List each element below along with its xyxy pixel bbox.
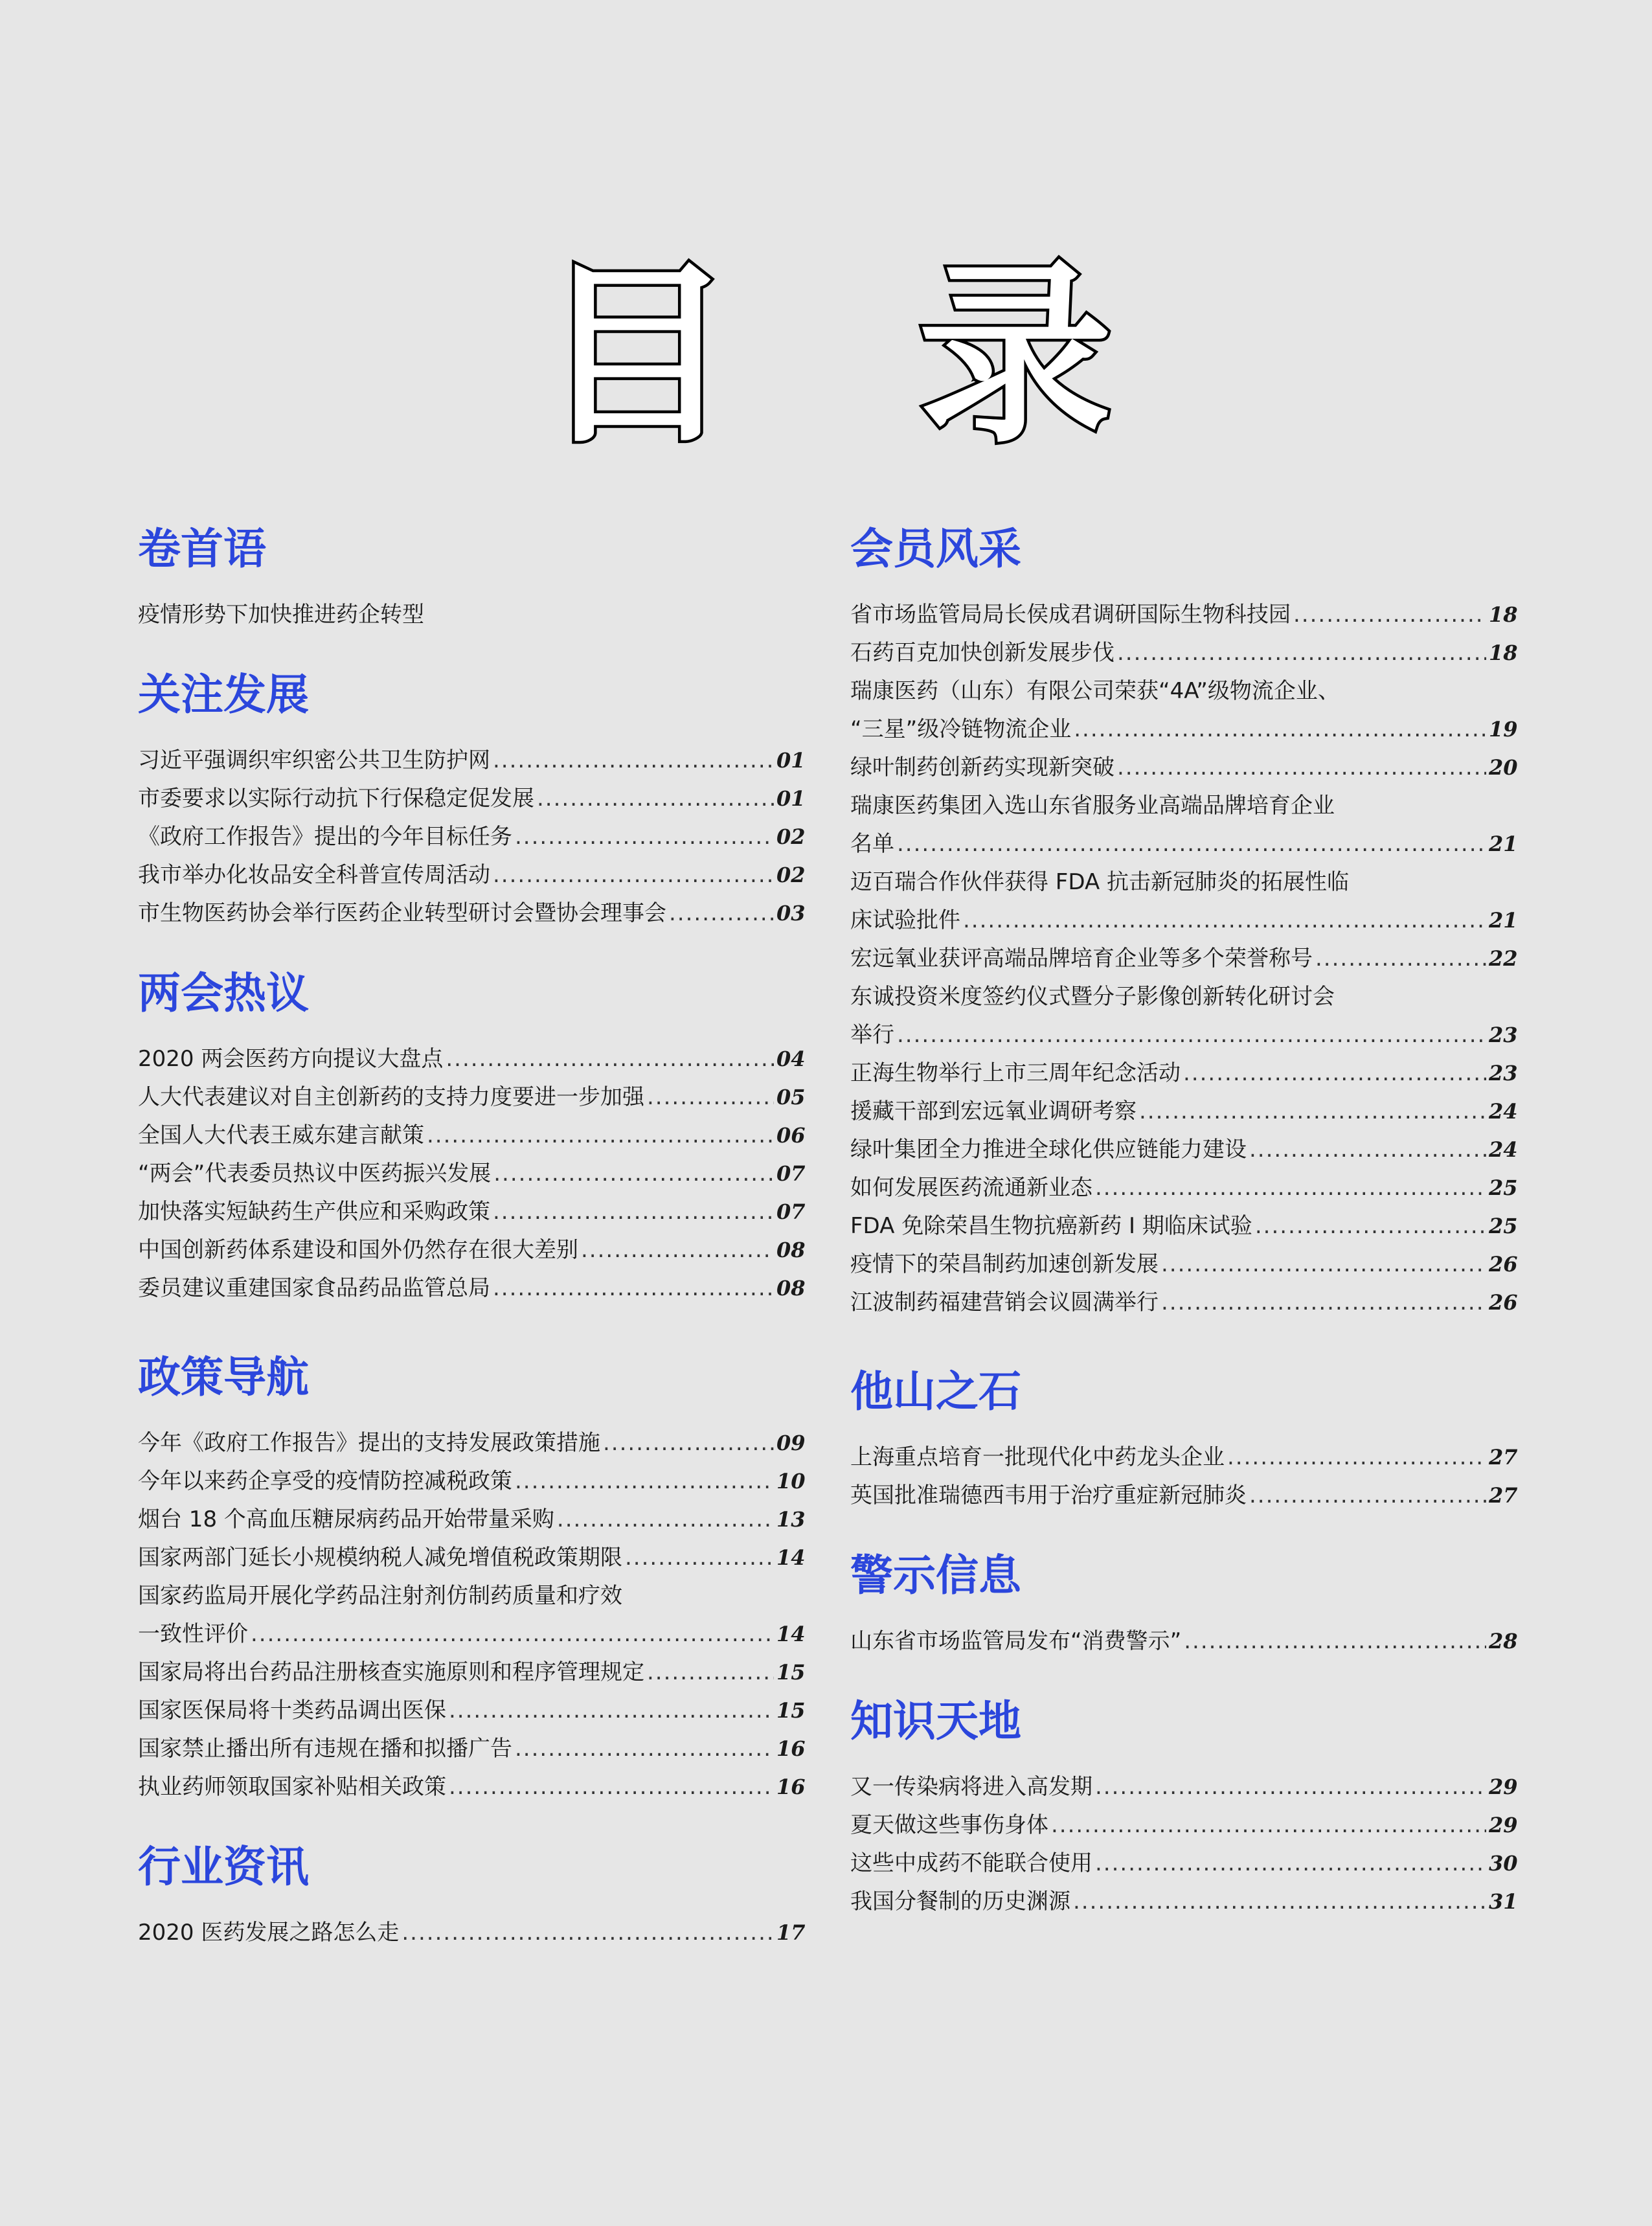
toc-entry[interactable] [138,596,805,634]
entry-title: 国家医保局将十类药品调出医保 [138,1698,446,1723]
page-number: 29 [1489,1775,1518,1799]
section-heading: 两会热议 [138,968,309,1018]
toc-entry[interactable] [850,749,1517,787]
toc-entry[interactable] [850,1093,1517,1131]
dot-leader [1249,1131,1486,1169]
toc-section [850,525,1517,1322]
dot-leader [1255,1207,1486,1245]
dot-leader [493,856,774,894]
dot-leader [515,1730,774,1768]
toc-entry[interactable] [850,1245,1517,1284]
page-number: 08 [776,1276,806,1300]
entry-title: “三星”级冷链物流企业 [850,716,1072,742]
toc-entry[interactable] [138,1269,805,1308]
page-number: 06 [776,1123,806,1148]
dot-leader [647,1078,774,1117]
page-number: 14 [776,1622,806,1646]
entry-title: 人大代表建议对自主创新药的支持力度要进一步加强 [138,1084,644,1110]
page-number: 01 [776,748,806,773]
page-number: 17 [776,1920,806,1945]
toc-entry[interactable] [850,1845,1517,1883]
entry-title: 绿叶制药创新药实现新突破 [850,755,1115,780]
toc-section [138,525,805,634]
entry-title: 上海重点培育一批现代化中药龙头企业 [850,1444,1225,1470]
page-number: 21 [1489,832,1518,856]
entry-title: 疫情下的荣昌制药加速创新发展 [850,1251,1159,1277]
page-number: 29 [1489,1813,1518,1837]
toc-entry[interactable] [138,1539,805,1577]
entry-title: 宏远氧业获评高端品牌培育企业等多个荣誉称号 [850,946,1313,971]
dot-leader [625,1539,774,1577]
entry-title: 国家局将出台药品注册核查实施原则和程序管理规定 [138,1659,644,1685]
dot-leader [1184,1622,1486,1661]
dot-leader [897,825,1486,863]
section-heading: 政策导航 [138,1352,309,1402]
page-number: 02 [776,863,806,887]
page-number: 05 [776,1085,806,1109]
toc-section [850,1367,1517,1515]
toc-entry[interactable] [850,1806,1517,1845]
dot-leader [1095,1768,1486,1806]
entry-title: 我市举办化妆品安全科普宣传周活动 [138,862,490,888]
section-heading: 行业资讯 [138,1842,309,1892]
dot-leader [515,1462,774,1501]
entry-title: 今年《政府工作报告》提出的支持发展政策措施 [138,1430,600,1456]
entry-title: 疫情形势下加快推进药企转型 [138,602,424,628]
dot-leader [1095,1169,1486,1207]
entry-title: 省市场监管局局长侯成君调研国际生物科技园 [850,602,1291,628]
dot-leader [963,902,1486,940]
entry-title: 这些中成药不能联合使用 [850,1850,1092,1876]
page-number: 08 [776,1238,806,1262]
entry-title: 绿叶集团全力推进全球化供应链能力建设 [850,1137,1247,1163]
toc-entry[interactable] [138,1193,805,1231]
entry-title: 国家禁止播出所有违规在播和拟播广告 [138,1736,512,1762]
entry-title: 山东省市场监管局发布“消费警示” [850,1628,1182,1654]
dot-leader [515,818,774,856]
toc-entry[interactable] [850,596,1517,634]
toc-entry[interactable] [850,1054,1517,1093]
page-number: 21 [1489,908,1518,933]
page-number: 24 [1489,1137,1518,1162]
entry-title: 又一传染病将进入高发期 [850,1774,1092,1800]
entry-title: 夏天做这些事伤身体 [850,1812,1048,1838]
dot-leader [1117,634,1486,672]
dot-leader [493,1155,774,1193]
section-heading: 警示信息 [850,1550,1021,1600]
dot-leader [1095,1845,1486,1883]
toc-entry[interactable] [850,1131,1517,1169]
entry-title: 烟台 18 个高血压糖尿病药品开始带量采购 [138,1506,554,1532]
dot-leader [1051,1806,1486,1845]
dot-leader [427,1117,774,1155]
toc-entry[interactable] [850,978,1517,1054]
dot-leader [669,894,774,933]
toc-entry[interactable] [138,856,805,894]
section-heading: 会员风采 [850,524,1021,574]
toc-entry[interactable] [138,1653,805,1692]
toc-entry[interactable] [138,780,805,818]
page-number: 23 [1489,1023,1518,1047]
page-number: 07 [776,1161,806,1186]
toc-entry[interactable] [138,1730,805,1768]
page-number: 30 [1489,1851,1518,1876]
page-number: 26 [1489,1252,1518,1277]
page-number: 15 [776,1660,806,1685]
toc-entry[interactable] [138,742,805,780]
toc-entry[interactable] [138,1577,805,1653]
dot-leader [1249,1477,1486,1515]
toc-entry[interactable] [850,1169,1517,1207]
dot-leader [1161,1284,1486,1322]
section-heading: 卷首语 [138,524,266,574]
entry-title: 2020 医药发展之路怎么走 [138,1920,400,1946]
entry-title: 2020 两会医药方向提议大盘点 [138,1046,444,1072]
dot-leader [537,780,774,818]
toc-entry[interactable] [138,1040,805,1078]
toc-entry[interactable] [850,1207,1517,1245]
toc-entry[interactable] [138,1155,805,1193]
page-number: 04 [776,1047,806,1071]
page-number: 25 [1489,1175,1518,1200]
toc-entry[interactable] [850,863,1517,940]
page-number: 07 [776,1199,806,1224]
entry-title: 《政府工作报告》提出的今年目标任务 [138,824,512,850]
toc-entry[interactable] [138,1424,805,1462]
toc-section [850,1551,1517,1661]
page-number: 20 [1489,755,1518,780]
toc-entry[interactable] [850,672,1517,749]
dot-leader [1227,1438,1486,1477]
toc-entry[interactable] [138,1914,805,1952]
dot-leader [897,1016,1486,1054]
entry-title: 举行 [850,1022,894,1048]
dot-leader [402,1914,774,1952]
dot-leader [557,1501,774,1539]
toc-entry[interactable] [850,634,1517,672]
page-number: 28 [1489,1629,1518,1653]
dot-leader [581,1231,774,1269]
dot-leader [493,1269,774,1308]
entry-title: 东诚投资米度签约仪式暨分子影像创新转化研讨会 [850,984,1335,1010]
entry-title: 市生物医药协会举行医药企业转型研讨会暨协会理事会 [138,900,666,926]
entry-title: FDA 免除荣昌生物抗癌新药 I 期临床试验 [850,1213,1252,1239]
page-title: 目 录 [539,243,1171,469]
toc-entry[interactable] [138,1117,805,1155]
toc-section [138,1353,805,1806]
entry-title: 江波制药福建营销会议圆满举行 [850,1289,1159,1315]
entry-title: 国家药监局开展化学药品注射剂仿制药质量和疗效 [138,1583,622,1609]
toc-section [138,670,805,933]
dot-leader [1073,1883,1486,1921]
page-number: 26 [1489,1290,1518,1315]
page-number: 15 [776,1698,806,1723]
toc-left-column [138,525,805,1952]
entry-title: 床试验批件 [850,907,960,933]
entry-title: 正海生物举行上市三周年纪念活动 [850,1060,1181,1086]
dot-leader [493,742,774,780]
toc-entry[interactable] [138,1501,805,1539]
section-heading: 知识天地 [850,1696,1021,1746]
page-number: 27 [1489,1483,1518,1508]
page-number: 16 [776,1736,806,1761]
dot-leader [647,1653,774,1692]
toc-entry[interactable] [850,1284,1517,1322]
toc-entry[interactable] [138,1768,805,1806]
toc-entry[interactable] [850,1883,1517,1921]
page-number: 18 [1489,641,1518,665]
toc-section [138,969,805,1308]
page-number: 03 [776,901,806,926]
page-number: 09 [776,1431,806,1455]
entry-title: 名单 [850,831,894,857]
page-number: 14 [776,1545,806,1570]
toc-section [850,1697,1517,1921]
dot-leader [449,1692,774,1730]
entry-title: 迈百瑞合作伙伴获得 FDA 抗击新冠肺炎的拓展性临 [850,869,1350,895]
toc-entry[interactable] [850,1768,1517,1806]
section-heading: 关注发展 [138,670,309,720]
page-number: 18 [1489,602,1518,627]
dot-leader [493,1193,774,1231]
entry-title: 市委要求以实际行动抗下行保稳定促发展 [138,786,534,812]
dot-leader [1161,1245,1486,1284]
toc-entry[interactable] [138,1078,805,1117]
page-number: 01 [776,786,806,811]
page-number: 27 [1489,1445,1518,1470]
page-number: 19 [1489,717,1518,742]
entry-title: 中国创新药体系建设和国外仍然存在很大差别 [138,1237,578,1263]
section-heading: 他山之石 [850,1367,1021,1416]
page-number: 16 [776,1775,806,1799]
toc-entry[interactable] [138,1692,805,1730]
page-number: 24 [1489,1099,1518,1124]
entry-title: 今年以来药企享受的疫情防控减税政策 [138,1468,512,1494]
dot-leader [1074,710,1486,749]
page-number: 31 [1489,1889,1518,1914]
dot-leader [603,1424,774,1462]
entry-title: 我国分餐制的历史渊源 [850,1889,1070,1914]
toc-entry[interactable] [850,1438,1517,1477]
toc-entry[interactable] [138,1462,805,1501]
dot-leader [251,1615,774,1653]
entry-title: 全国人大代表王威东建言献策 [138,1122,424,1148]
toc-entry[interactable] [850,940,1517,978]
toc-entry[interactable] [138,1231,805,1269]
toc-entry[interactable] [850,787,1517,863]
entry-title: 英国批准瑞德西韦用于治疗重症新冠肺炎 [850,1482,1247,1508]
dot-leader [1183,1054,1486,1093]
page-number: 02 [776,824,806,849]
entry-title: 国家两部门延长小规模纳税人减免增值税政策期限 [138,1545,622,1571]
dot-leader [1117,749,1486,787]
entry-title: 瑞康医药（山东）有限公司荣获“4A”级物流企业、 [850,678,1340,704]
page-number: 10 [776,1469,806,1493]
page-number: 22 [1489,946,1518,971]
page-number: 25 [1489,1214,1518,1238]
toc-entry[interactable] [850,1622,1517,1661]
toc-section [138,1843,805,1952]
page-number: 23 [1489,1061,1518,1085]
entry-title: 执业药师领取国家补贴相关政策 [138,1774,446,1800]
entry-title: 援藏干部到宏远氧业调研考察 [850,1098,1137,1124]
page-number: 13 [776,1507,806,1532]
toc-entry[interactable] [138,818,805,856]
toc-right-column [850,525,1517,1921]
dot-leader [1315,940,1486,978]
entry-title: 瑞康医药集团入选山东省服务业高端品牌培育企业 [850,793,1335,819]
entry-title: 一致性评价 [138,1621,248,1647]
toc-entry[interactable] [138,894,805,933]
entry-title: 委员建议重建国家食品药品监管总局 [138,1275,490,1301]
dot-leader [1293,596,1486,634]
entry-title: 石药百克加快创新发展步伐 [850,640,1115,666]
dot-leader [446,1040,774,1078]
toc-entry[interactable] [850,1477,1517,1515]
entry-title: 如何发展医药流通新业态 [850,1175,1092,1201]
dot-leader [1139,1093,1486,1131]
entry-title: 习近平强调织牢织密公共卫生防护网 [138,747,490,773]
entry-title: “两会”代表委员热议中医药振兴发展 [138,1161,492,1187]
dot-leader [449,1768,774,1806]
entry-title: 加快落实短缺药生产供应和采购政策 [138,1199,490,1225]
